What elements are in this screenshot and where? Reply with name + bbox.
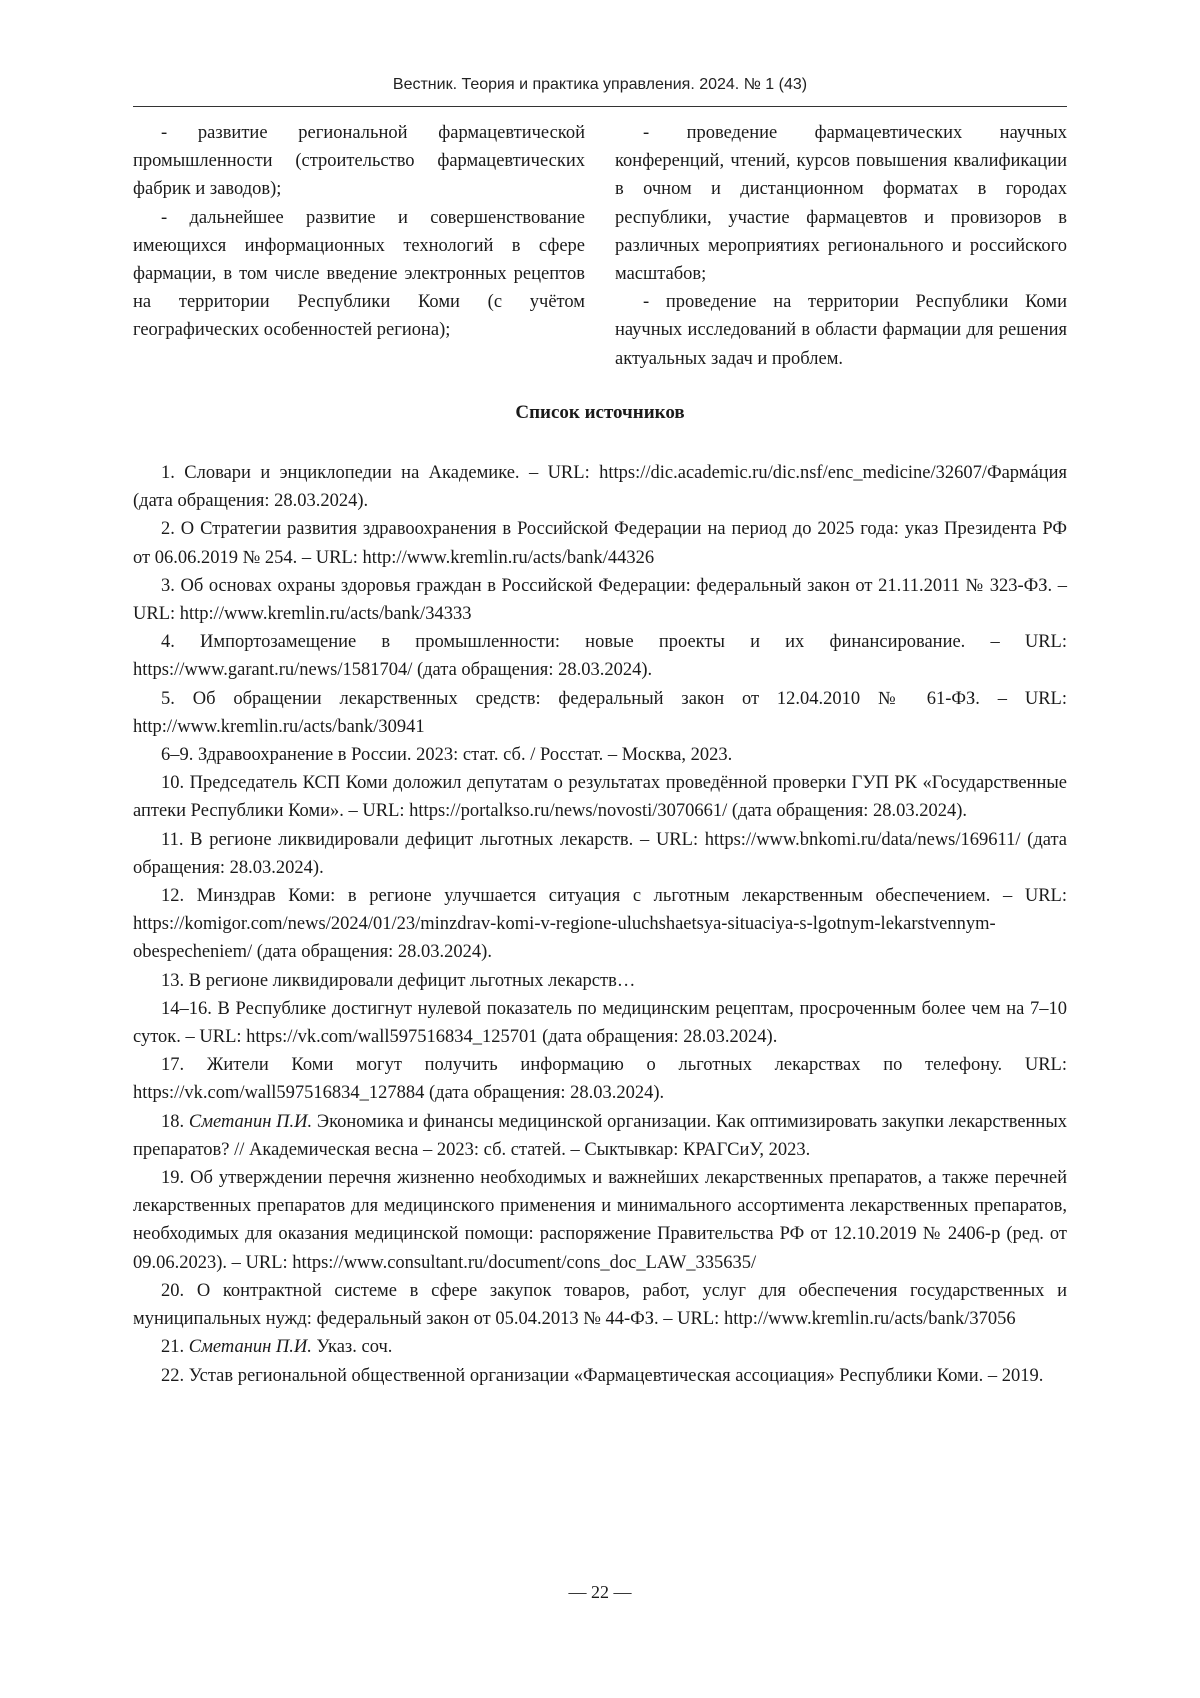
reference-number: 18.: [161, 1112, 184, 1132]
reference-item: [133, 1051, 1067, 1107]
left-paragraph: - развитие региональной фармацевтической промышленности (строительство фармацевтических фабрик и заводов);: [133, 119, 585, 204]
reference-item: [133, 572, 1067, 628]
reference-text: О контрактной системе в сфере закупок товаров, работ, услуг для обеспечения государственных и муниципальных нужд: федеральный закон от 05.04.2013 № 44-ФЗ. – URL: http://www.kremlin.ru/acts/bank/37056: [133, 1281, 1067, 1329]
reference-item: [133, 1108, 1067, 1164]
reference-item: [133, 685, 1067, 741]
reference-author: Сметанин П.И.: [189, 1112, 312, 1132]
reference-item: [133, 967, 1067, 995]
reference-number: 19.: [161, 1168, 184, 1188]
reference-text: Устав региональной общественной организации «Фармацевтическая ассоциация» Республики Коми. – 2019.: [189, 1366, 1044, 1386]
reference-item: [133, 1277, 1067, 1333]
reference-number: 11.: [161, 830, 183, 850]
reference-number: 4.: [161, 632, 175, 652]
reference-text: Об основах охраны здоровья граждан в Российской Федерации: федеральный закон от 21.11.2011 № 323-ФЗ. – URL: http://www.kremlin.ru/acts/bank/34333: [133, 576, 1067, 624]
left-paragraph: - дальнейшее развитие и совершенствование имеющихся информационных технологий в сфере фармации, в том числе введение электронных рецептов на территории Республики Коми (с учётом географических особенностей региона);: [133, 204, 585, 345]
reference-number: 14–16.: [161, 999, 212, 1019]
reference-item: [133, 1362, 1067, 1390]
reference-number: 1.: [161, 463, 175, 483]
reference-number: 3.: [161, 576, 175, 596]
reference-text: Экономика и финансы медицинской организации. Как оптимизировать закупки лекарственных препаратов? // Академическая весна – 2023: сб. статей. – Сыктывкар: КРАГСиУ, 2023.: [133, 1112, 1067, 1160]
reference-number: 2.: [161, 519, 175, 539]
reference-text: Жители Коми могут получить информацию о льготных лекарствах по телефону. URL: https://vk.com/wall597516834_127884 (дата обращения: 28.03.2024).: [133, 1055, 1067, 1103]
reference-text: О Стратегии развития здравоохранения в Российской Федерации на период до 2025 года: указ Президента РФ от 06.06.2019 № 254. – URL: http://www.kremlin.ru/acts/bank/44326: [133, 519, 1067, 567]
reference-item: [133, 995, 1067, 1051]
reference-item: [133, 826, 1067, 882]
reference-number: 13.: [161, 971, 184, 991]
reference-number: 12.: [161, 886, 184, 906]
reference-item: [133, 741, 1067, 769]
right-paragraph: - проведение на территории Республики Коми научных исследований в области фармации для решения актуальных задач и проблем.: [615, 288, 1067, 373]
reference-text: Председатель КСП Коми доложил депутатам о результатах проведённой проверки ГУП РК «Государственные аптеки Республики Коми». – URL: https://portalkso.ru/news/novosti/3070661/ (дата обращения: 28.03.2024).: [133, 773, 1067, 821]
reference-text: В регионе ликвидировали дефицит льготных лекарств…: [189, 971, 636, 991]
right-column: [615, 119, 1067, 373]
reference-item: [133, 515, 1067, 571]
header-divider: [133, 106, 1067, 107]
reference-number: 21.: [161, 1337, 184, 1357]
reference-item: [133, 882, 1067, 967]
reference-text: Об обращении лекарственных средств: федеральный закон от 12.04.2010 № 61-ФЗ. – URL: http://www.kremlin.ru/acts/bank/30941: [133, 689, 1067, 737]
reference-text: Указ. соч.: [317, 1337, 393, 1357]
reference-list: [133, 459, 1067, 1390]
reference-text: Импортозамещение в промышленности: новые проекты и их финансирование. – URL: https://www.garant.ru/news/1581704/ (дата обращения: 28.03.2024).: [133, 632, 1067, 680]
reference-number: 5.: [161, 689, 175, 709]
reference-item: [133, 628, 1067, 684]
reference-item: [133, 459, 1067, 515]
page-number: — 22 —: [133, 1582, 1067, 1603]
reference-text: Словари и энциклопедии на Академике. – URL: https://dic.academic.ru/dic.nsf/enc_medicine/32607/Фармáция (дата обращения: 28.03.2024).: [133, 463, 1067, 511]
sources-heading: Список источников: [133, 402, 1067, 424]
reference-item: [133, 1164, 1067, 1277]
reference-text: Минздрав Коми: в регионе улучшается ситуация с льготным лекарственным обеспечением. – URL: https://komigor.com/news/2024/01/23/minzdrav-komi-v-regione-uluchshaetsya-situaciya-s-lgotnym-lekarstvennym-obespecheniem/ (дата обращения: 28.03.2024).: [133, 886, 1067, 962]
reference-item: [133, 1333, 1067, 1361]
running-header: Вестник. Теория и практика управления. 2024. № 1 (43): [133, 76, 1067, 94]
left-column: [133, 119, 585, 373]
reference-text: В регионе ликвидировали дефицит льготных лекарств. – URL: https://www.bnkomi.ru/data/news/169611/ (дата обращения: 28.03.2024).: [133, 830, 1067, 878]
reference-item: [133, 769, 1067, 825]
reference-text: Здравоохранение в России. 2023: стат. сб. / Росстат. – Москва, 2023.: [198, 745, 732, 765]
reference-number: 17.: [161, 1055, 184, 1075]
reference-number: 6–9.: [161, 745, 193, 765]
reference-text: Об утверждении перечня жизненно необходимых и важнейших лекарственных препаратов, а также перечней лекарственных препаратов для медицинского применения и минимального ассортимента лекарственных препаратов, необходимых для оказания медицинской помощи: распоряжение Правительства РФ от 12.10.2019 № 2406-р (ред. от 09.06.2023). – URL: https://www.consultant.ru/document/cons_doc_LAW_335635/: [133, 1168, 1067, 1273]
reference-text: В Республике достигнут нулевой показатель по медицинским рецептам, просроченным более чем на 7–10 суток. – URL: https://vk.com/wall597516834_125701 (дата обращения: 28.03.2024).: [133, 999, 1067, 1047]
right-paragraph: - проведение фармацевтических научных конференций, чтений, курсов повышения квалификации в очном и дистанционном форматах в городах республики, участие фармацевтов и провизоров в различных мероприятиях регионального и российского масштабов;: [615, 119, 1067, 288]
reference-number: 10.: [161, 773, 184, 793]
page: [0, 0, 1200, 1698]
reference-author: Сметанин П.И.: [189, 1337, 312, 1357]
reference-number: 22.: [161, 1366, 184, 1386]
two-column-text: [133, 119, 1067, 373]
reference-number: 20.: [161, 1281, 184, 1301]
